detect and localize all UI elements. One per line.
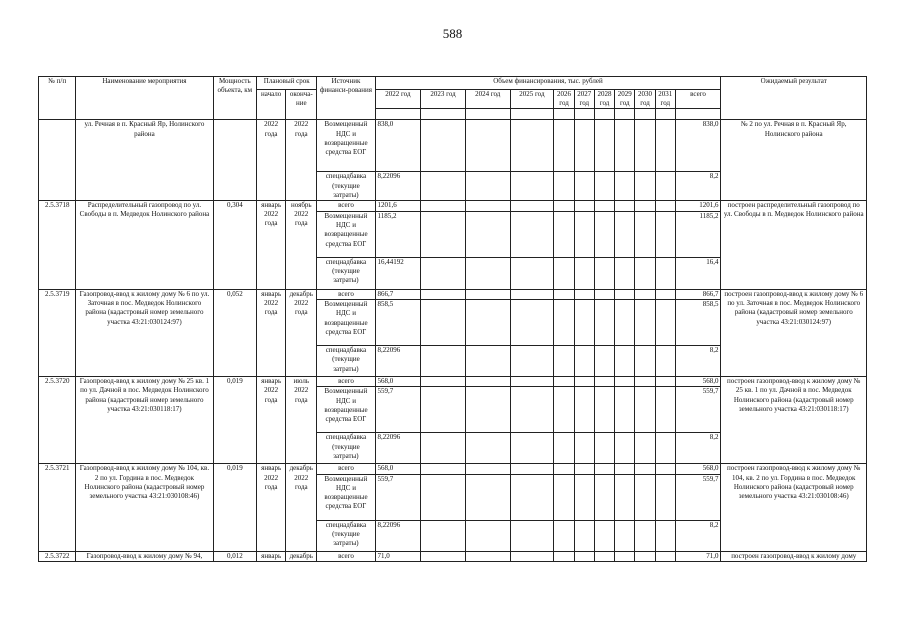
table-row [39, 464, 867, 474]
item-capacity: 0,052 [213, 290, 257, 377]
value-2022: 858,5 [375, 300, 421, 346]
header-term: Плановый срок [257, 77, 317, 90]
value-total: 559,7 [675, 474, 721, 520]
header-year-2031: 2031 год [655, 90, 675, 109]
value-total: 838,0 [675, 120, 721, 172]
item-capacity: 0,012 [213, 551, 257, 561]
value-total: 1201,6 [675, 201, 721, 212]
value-total: 8,2 [675, 520, 721, 551]
item-start: январь 2022 года [257, 201, 286, 290]
item-result: построен газопровод-ввод к жилому дому № 104, кв. 2 по ул. Гордина в пос. Медведок Нолинского района (кадастровый номер земельного участка 43:21:030108:46) [721, 464, 867, 551]
value-2022: 866,7 [375, 290, 421, 300]
page-number: 588 [442, 26, 463, 41]
header-year-2030: 2030 год [635, 90, 656, 109]
item-name: Газопровод-ввод к жилому дому № 104, кв. 2 по ул. Гордина в пос. Медведок Нолинского района (кадастровый номер земельного участка 43:21:030108:46) [76, 464, 213, 551]
source-special: спецнадбавка (текущие затраты) [317, 346, 375, 377]
item-start: январь 2022 года [257, 290, 286, 377]
table-row [39, 551, 867, 561]
source-vat: Возмещенный НДС и возвращенные средства ЕОГ [317, 300, 375, 346]
value-total: 71,0 [675, 551, 721, 561]
value-total: 866,7 [675, 290, 721, 300]
header-year-2022: 2022 год [375, 90, 421, 109]
header-source: Источник финанси-рования [317, 77, 375, 120]
value-2022: 8,22096 [375, 520, 421, 551]
header-volume: Объем финансирования, тыс. рублей [375, 77, 721, 90]
value-total: 858,5 [675, 300, 721, 346]
table-row [39, 290, 867, 300]
item-start: январь [257, 551, 286, 561]
item-end: декабрь [286, 551, 317, 561]
item-name: Распределительный газопровод по ул. Свободы в п. Медведок Нолинского района [76, 201, 213, 290]
value-2022: 8,22096 [375, 433, 421, 464]
item-capacity: 0,019 [213, 377, 257, 464]
header-year-2025: 2025 год [510, 90, 554, 109]
item-num: 2.5.3721 [39, 464, 76, 551]
header-capacity: Мощность объекта, км [213, 77, 257, 120]
source-special: спецнадбавка (текущие затраты) [317, 520, 375, 551]
value-2022: 16,44192 [375, 258, 421, 290]
source-all: всего [317, 551, 375, 561]
item-capacity [213, 120, 257, 201]
item-num: 2.5.3720 [39, 377, 76, 464]
value-2022: 838,0 [375, 120, 421, 172]
header-year-2026: 2026 год [554, 90, 575, 109]
item-name: Газопровод-ввод к жилому дому № 94, [76, 551, 213, 561]
item-end: декабрь 2022 года [286, 464, 317, 551]
value-total: 568,0 [675, 377, 721, 387]
table-row [39, 201, 867, 212]
item-end: 2022 года [286, 120, 317, 201]
value-2022: 568,0 [375, 464, 421, 474]
item-end: декабрь 2022 года [286, 290, 317, 377]
value-total: 1185,2 [675, 212, 721, 258]
header-result: Ожидаемый результат [721, 77, 867, 120]
value-2022: 71,0 [375, 551, 421, 561]
source-vat: Возмещенный НДС и возвращенные средства ЕОГ [317, 120, 375, 172]
item-capacity: 0,304 [213, 201, 257, 290]
source-special: спецнадбавка (текущие затраты) [317, 172, 375, 201]
source-vat: Возмещенный НДС и возвращенные средства ЕОГ [317, 474, 375, 520]
item-name: Газопровод-ввод к жилому дому № 25 кв. 1 по ул. Дачной в пос. Медведок Нолинского района (кадастровый номер земельного участка 43:21:030118:17) [76, 377, 213, 464]
source-special: спецнадбавка (текущие затраты) [317, 433, 375, 464]
source-vat: Возмещенный НДС и возвращенные средства ЕОГ [317, 387, 375, 433]
source-all: всего [317, 464, 375, 474]
value-total: 8,2 [675, 172, 721, 201]
item-start: январь 2022 года [257, 464, 286, 551]
value-total: 16,4 [675, 258, 721, 290]
header-total: всего [675, 90, 721, 109]
item-result: построен распределительный газопровод по ул. Свободы в п. Медведок Нолинского района [721, 201, 867, 290]
source-all: всего [317, 290, 375, 300]
source-all: всего [317, 377, 375, 387]
item-num: 2.5.3718 [39, 201, 76, 290]
item-result: № 2 по ул. Речная в п. Красный Яр, Нолинского района [721, 120, 867, 201]
header-year-2023: 2023 год [421, 90, 466, 109]
value-2022: 1201,6 [375, 201, 421, 212]
value-2022: 559,7 [375, 387, 421, 433]
source-all: всего [317, 201, 375, 212]
item-capacity: 0,019 [213, 464, 257, 551]
source-vat: Возмещенный НДС и возвращенные средства ЕОГ [317, 212, 375, 258]
item-num: 2.5.3719 [39, 290, 76, 377]
item-start: 2022 года [257, 120, 286, 201]
value-2022: 559,7 [375, 474, 421, 520]
value-2022: 1185,2 [375, 212, 421, 258]
header-name: Наименование мероприятия [76, 77, 213, 120]
item-end: ноябрь 2022 года [286, 201, 317, 290]
table-row [39, 120, 867, 172]
header-end: оконча-ние [286, 90, 317, 120]
header-year-2027: 2027 год [574, 90, 594, 109]
value-total: 568,0 [675, 464, 721, 474]
value-total: 8,2 [675, 433, 721, 464]
item-start: январь 2022 года [257, 377, 286, 464]
header-start: начало [257, 90, 286, 120]
header-year-2024: 2024 год [465, 90, 510, 109]
header-year-2029: 2029 год [615, 90, 635, 109]
value-total: 559,7 [675, 387, 721, 433]
item-end: июль 2022 года [286, 377, 317, 464]
item-result: построен газопровод-ввод к жилому дому № 6 по ул. Заточная в пос. Медведок Нолинского района (кадастровый номер земельного участка 43:21:030124:97) [721, 290, 867, 377]
item-name: Газопровод-ввод к жилому дому № 6 по ул. Заточная в пос. Медведок Нолинского района (кадастровый номер земельного участка 43:21:030124:97) [76, 290, 213, 377]
header-num: № п/п [39, 77, 76, 120]
financing-table [38, 76, 867, 562]
table-row [39, 377, 867, 387]
value-2022: 8,22096 [375, 346, 421, 377]
item-result: построен газопровод-ввод к жилому дому № 25 кв. 1 по ул. Дачной в пос. Медведок Нолинского района (кадастровый номер земельного участка 43:21:030118:17) [721, 377, 867, 464]
item-num: 2.5.3722 [39, 551, 76, 561]
item-name: ул. Речная в п. Красный Яр, Нолинского района [76, 120, 213, 201]
item-num [39, 120, 76, 201]
value-2022: 8,22096 [375, 172, 421, 201]
value-total: 8,2 [675, 346, 721, 377]
value-2022: 568,0 [375, 377, 421, 387]
item-result: построен газопровод-ввод к жилому дому [721, 551, 867, 561]
source-special: спецнадбавка (текущие затраты) [317, 258, 375, 290]
header-year-2028: 2028 год [594, 90, 615, 109]
